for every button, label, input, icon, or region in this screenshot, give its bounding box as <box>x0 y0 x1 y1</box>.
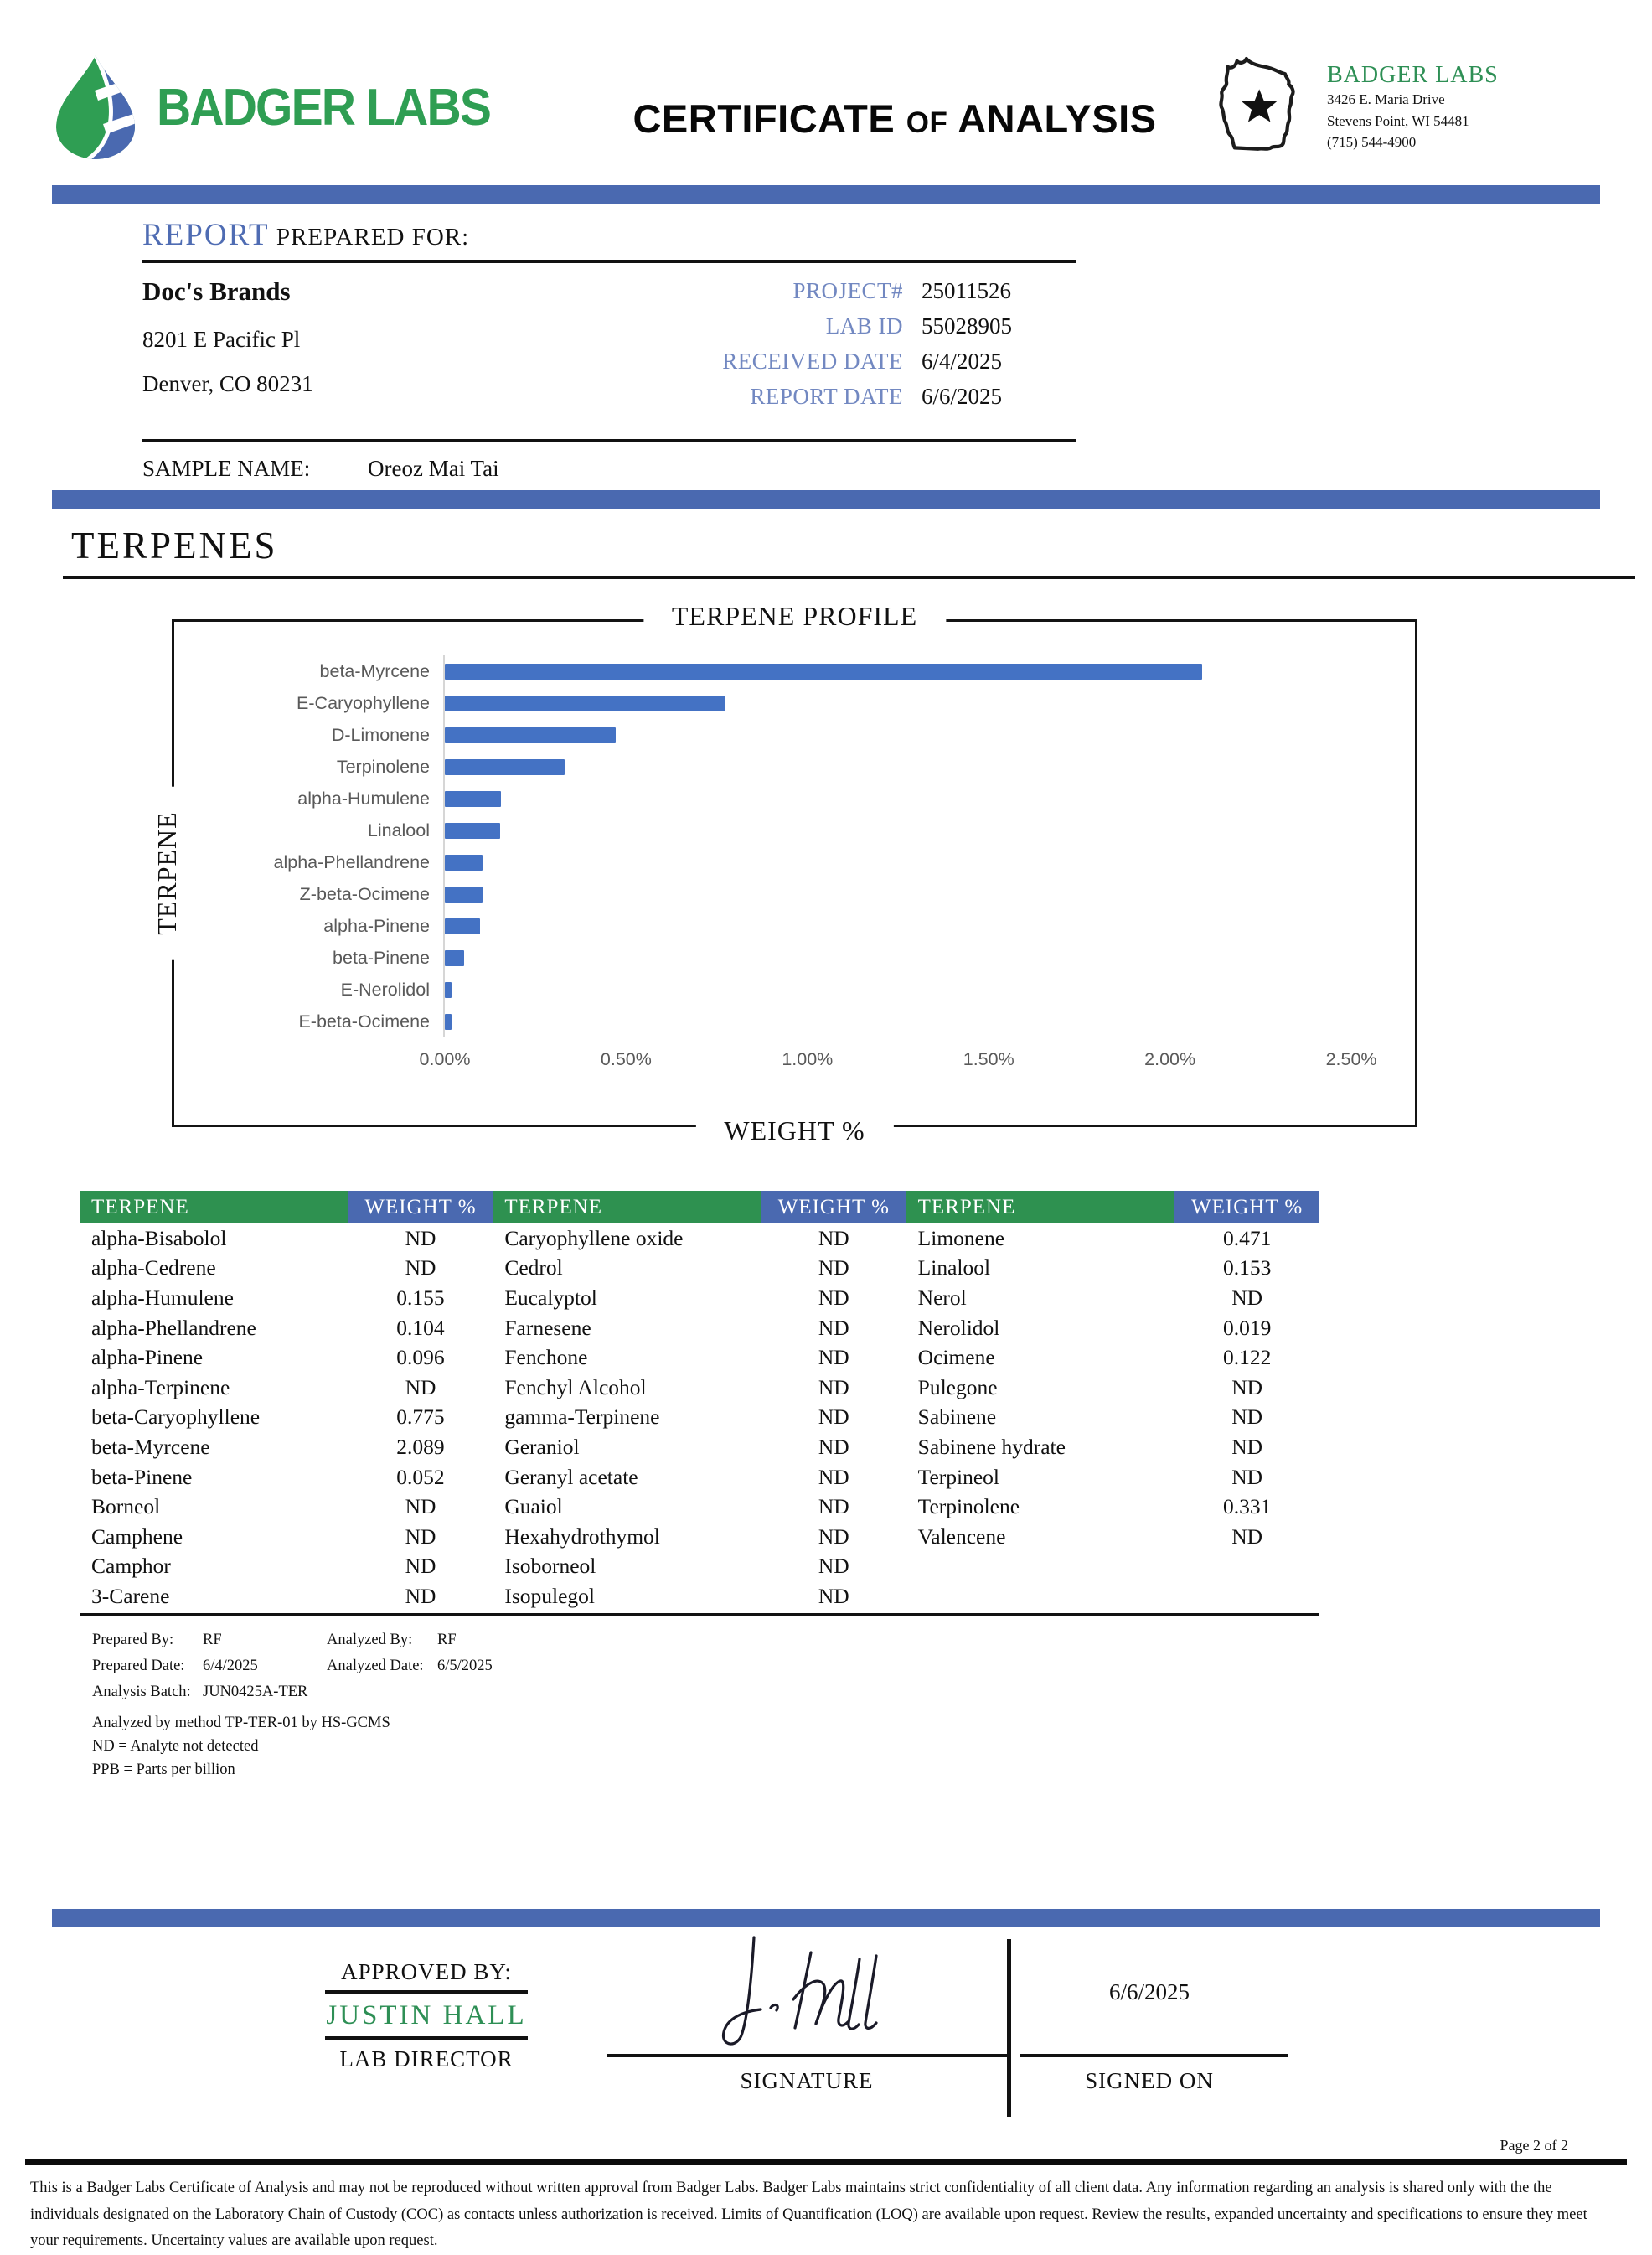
table-row <box>906 1313 1319 1343</box>
meta-note-method: Analyzed by method TP-TER-01 by HS-GCMS <box>92 1714 390 1731</box>
field-project: PROJECT# 25011526 <box>792 278 1011 303</box>
table-row <box>906 1254 1319 1284</box>
terpene-name-cell: Nerol <box>917 1285 967 1310</box>
chart-row <box>189 846 1395 878</box>
terpene-value-cell: ND <box>818 1404 849 1430</box>
chart-row <box>189 655 1395 687</box>
terpene-value-cell: ND <box>818 1434 849 1459</box>
chart-category-label: Z-beta-Ocimene <box>299 883 430 904</box>
chart-box <box>152 601 1417 1146</box>
signed-date: 6/6/2025 <box>1108 1978 1190 2004</box>
chart-bar-track <box>443 974 1395 1006</box>
terpene-name-cell: Pulegone <box>917 1374 998 1399</box>
terpene-value-cell: 0.096 <box>396 1345 445 1370</box>
chart-row <box>189 783 1395 815</box>
terpene-value-cell: ND <box>818 1285 849 1310</box>
report-fields <box>591 277 1076 419</box>
lab-contact-block <box>1203 47 1597 168</box>
chart-bar-track <box>443 815 1395 846</box>
table-row <box>80 1552 493 1582</box>
lab-phone: (715) 544-4900 <box>1327 134 1417 151</box>
terpene-value-cell: ND <box>405 1494 436 1519</box>
terpene-value-cell: ND <box>1231 1523 1263 1549</box>
terpene-name-cell: Camphor <box>91 1554 171 1579</box>
table-row <box>493 1522 906 1552</box>
field-reportdate: REPORT DATE 6/6/2025 <box>750 384 1003 409</box>
table-row <box>493 1492 906 1522</box>
lab-address <box>1327 62 1499 153</box>
table-row <box>493 1342 906 1373</box>
terpene-value-cell: ND <box>1231 1285 1263 1310</box>
approver-name: JUSTIN HALL <box>325 1994 528 2040</box>
table-row <box>493 1223 906 1254</box>
page-number: Page 2 of 2 <box>1500 2136 1568 2154</box>
chart-category-label: E-Nerolidol <box>340 979 430 1000</box>
page-title: CERTIFICATE OF ANALYSIS <box>632 96 1157 141</box>
terpene-name-cell: beta-Caryophyllene <box>91 1404 261 1430</box>
chart-row <box>189 751 1395 783</box>
chart-bar <box>445 664 1202 680</box>
chart-row <box>189 942 1395 974</box>
table-row <box>906 1283 1319 1313</box>
chart-category-label: E-beta-Ocimene <box>298 1011 430 1032</box>
chart-row <box>189 910 1395 942</box>
terpene-name-cell: Valencene <box>917 1523 1006 1549</box>
report-info-section <box>142 217 1076 490</box>
brand-logo <box>46 52 586 163</box>
approval-section <box>325 1939 1652 2117</box>
chart-bar-track <box>443 846 1395 878</box>
table-row <box>80 1223 493 1254</box>
terpene-name-cell: Isopulegol <box>504 1583 595 1608</box>
terpene-name-cell: Guaiol <box>504 1494 563 1519</box>
table-row <box>493 1313 906 1343</box>
table-row <box>80 1522 493 1552</box>
signature-block <box>607 1939 1007 2094</box>
terpene-profile-chart <box>152 601 1417 1146</box>
table-row <box>493 1462 906 1492</box>
table-row <box>80 1254 493 1284</box>
signature-image <box>699 1931 916 2061</box>
chart-tick-label: 1.00% <box>782 1049 834 1069</box>
table-column-group <box>906 1191 1319 1552</box>
terpene-value-cell: 0.775 <box>396 1404 445 1430</box>
terpene-value-cell: 0.155 <box>396 1285 445 1310</box>
terpene-name-cell: alpha-Cedrene <box>91 1255 216 1280</box>
signed-on-label: SIGNED ON <box>1085 2067 1214 2093</box>
lab-name: BADGER LABS <box>1327 62 1499 89</box>
terpene-name-cell: Sabinene <box>917 1404 997 1430</box>
report-heading: REPORT PREPARED FOR: <box>142 217 1076 263</box>
table-header-row <box>80 1191 493 1223</box>
chart-category-label: alpha-Pinene <box>323 915 430 936</box>
terpene-name-cell: Ocimene <box>917 1345 995 1370</box>
chart-tick-label: 2.50% <box>1325 1049 1377 1069</box>
table-row <box>80 1492 493 1522</box>
table-header-terpene: TERPENE <box>80 1191 348 1223</box>
table-row <box>493 1552 906 1582</box>
chart-category-label: beta-Myrcene <box>319 660 430 681</box>
terpene-value-cell: ND <box>405 1523 436 1549</box>
terpene-value-cell: ND <box>1231 1374 1263 1399</box>
terpene-name-cell: Geraniol <box>504 1434 580 1459</box>
table-row <box>493 1283 906 1313</box>
disclaimer-text: This is a Badger Labs Certificate of Analysis and may not be reproduced without written approval from Badger Labs. Badger Labs maintains strict confidentiality of all client data. Any information regarding an analysis is shared only with the the individuals designated on the Laboratory Chain of Custody (COC) as contacts unless authorization is received. Limits of Quantification (LOQ) are available upon request. Review the results, expanded uncertainty and specifications to ensure they meet your requirements. Uncertainty values are available upon request. <box>30 2179 1587 2250</box>
chart-bar <box>445 791 501 807</box>
chart-row <box>189 719 1395 751</box>
chart-x-axis-label: WEIGHT % <box>695 1115 893 1146</box>
terpene-value-cell: ND <box>405 1374 436 1399</box>
footer-rule <box>25 2159 1627 2165</box>
table-row <box>906 1462 1319 1492</box>
chart-row <box>189 687 1395 719</box>
table-row <box>493 1373 906 1403</box>
table-row <box>906 1373 1319 1403</box>
signed-on-block <box>1011 1939 1288 2094</box>
terpene-value-cell: ND <box>818 1464 849 1489</box>
terpene-name-cell: Nerolidol <box>917 1315 1000 1340</box>
terpene-name-cell: Geranyl acetate <box>504 1464 638 1489</box>
terpene-name-cell: Limonene <box>917 1225 1005 1250</box>
terpene-name-cell: alpha-Humulene <box>91 1285 234 1310</box>
chart-bar <box>445 887 483 903</box>
table-header-terpene: TERPENE <box>906 1191 1175 1223</box>
table-row <box>80 1581 493 1611</box>
meta-row-batch: Analysis Batch: JUN0425A-TER <box>92 1683 308 1700</box>
terpene-value-cell: ND <box>818 1345 849 1370</box>
approved-by-label: APPROVED BY: <box>325 1959 528 1994</box>
table-row <box>80 1342 493 1373</box>
chart-bar-track <box>443 719 1395 751</box>
client-name: Doc's Brands <box>142 277 291 306</box>
table-row <box>493 1254 906 1284</box>
terpene-value-cell: ND <box>405 1583 436 1608</box>
table-row <box>493 1581 906 1611</box>
divider-bar-top <box>52 185 1600 204</box>
meta-row-dates: Prepared Date: 6/4/2025 Analyzed Date: 6/5/2025 <box>92 1657 493 1674</box>
table-row <box>80 1283 493 1313</box>
terpene-name-cell: Hexahydrothymol <box>504 1523 660 1549</box>
table-row <box>906 1403 1319 1433</box>
table-header-weight: WEIGHT % <box>1174 1191 1319 1223</box>
table-header-weight: WEIGHT % <box>761 1191 906 1223</box>
terpene-value-cell: ND <box>818 1255 849 1280</box>
terpene-name-cell: Cedrol <box>504 1255 563 1280</box>
terpene-name-cell: Camphene <box>91 1523 183 1549</box>
field-labid: LAB ID 55028905 <box>825 313 1012 339</box>
meta-notes <box>92 1715 1652 1779</box>
lab-address-line2: Stevens Point, WI 54481 <box>1327 112 1469 129</box>
terpene-name-cell: beta-Myrcene <box>91 1434 210 1459</box>
table-row <box>80 1373 493 1403</box>
chart-bar <box>445 1014 452 1030</box>
chart-bar <box>445 727 616 743</box>
chart-bar <box>445 823 500 839</box>
table-column-group <box>493 1191 906 1611</box>
table-row <box>80 1432 493 1462</box>
chart-category-label: alpha-Phellandrene <box>273 851 430 872</box>
terpene-name-cell: alpha-Bisabolol <box>91 1225 227 1250</box>
terpene-value-cell: 0.122 <box>1222 1345 1272 1370</box>
table-column-group <box>80 1191 493 1611</box>
chart-title: TERPENE PROFILE <box>643 601 946 632</box>
chart-tick-label: 0.00% <box>419 1049 471 1069</box>
chart-bar-track <box>443 687 1395 719</box>
divider-bar-approval <box>52 1909 1600 1927</box>
table-header-row <box>493 1191 906 1223</box>
terpene-value-cell: ND <box>818 1315 849 1340</box>
sample-row <box>142 442 1076 490</box>
brand-wordmark: BADGER LABS <box>157 79 491 137</box>
client-block <box>142 277 313 419</box>
meta-note-ppb: PPB = Parts per billion <box>92 1761 235 1778</box>
terpene-name-cell: alpha-Phellandrene <box>91 1315 256 1340</box>
terpene-name-cell: alpha-Terpinene <box>91 1374 230 1399</box>
chart-tick-label: 0.50% <box>600 1049 652 1069</box>
chart-row <box>189 878 1395 910</box>
chart-tick-label: 2.00% <box>1144 1049 1196 1069</box>
chart-row <box>189 1006 1395 1037</box>
chart-bar-track <box>443 878 1395 910</box>
analysis-meta <box>92 1632 1652 1779</box>
terpene-name-cell: Terpineol <box>917 1464 999 1489</box>
table-header-row <box>906 1191 1319 1223</box>
table-row <box>80 1462 493 1492</box>
table-row <box>493 1403 906 1433</box>
meta-note-nd: ND = Analyte not detected <box>92 1737 259 1755</box>
terpene-value-cell: ND <box>1231 1464 1263 1489</box>
terpene-value-cell: 0.104 <box>396 1315 445 1340</box>
chart-bar <box>445 855 483 871</box>
sample-label: SAMPLE NAME: <box>142 456 311 481</box>
terpene-name-cell: beta-Pinene <box>91 1464 193 1489</box>
terpene-name-cell: Farnesene <box>504 1315 591 1340</box>
client-address1: 8201 E Pacific Pl <box>142 327 301 352</box>
chart-category-label: Linalool <box>367 820 430 840</box>
terpene-name-cell: Sabinene hydrate <box>917 1434 1066 1459</box>
terpene-value-cell: ND <box>818 1494 849 1519</box>
chart-tick-label: 1.50% <box>963 1049 1014 1069</box>
signed-on-line <box>1020 2054 1288 2057</box>
terpene-value-cell: 2.089 <box>396 1434 445 1459</box>
chart-ticks <box>419 1049 1395 1078</box>
chart-bar-track <box>443 783 1395 815</box>
table-row <box>906 1492 1319 1522</box>
chart-category-label: alpha-Humulene <box>297 788 430 809</box>
chart-plot <box>189 655 1395 1037</box>
terpene-value-cell: ND <box>818 1523 849 1549</box>
table-row <box>906 1342 1319 1373</box>
report-heading-accent: REPORT <box>142 218 270 252</box>
chart-category-label: beta-Pinene <box>333 947 430 968</box>
terpene-value-cell: ND <box>1231 1434 1263 1459</box>
wisconsin-state-icon <box>1203 47 1320 168</box>
terpene-value-cell: 0.331 <box>1222 1494 1272 1519</box>
chart-bar-track <box>443 942 1395 974</box>
table-row <box>493 1432 906 1462</box>
terpene-value-cell: 0.019 <box>1222 1315 1272 1340</box>
terpene-name-cell: Fenchone <box>504 1345 588 1370</box>
terpene-name-cell: Fenchyl Alcohol <box>504 1374 647 1399</box>
terpene-value-cell: ND <box>405 1225 436 1250</box>
divider-bar-terpenes <box>52 490 1600 509</box>
terpene-name-cell: Eucalyptol <box>504 1285 597 1310</box>
leaf-logo-icon <box>46 52 145 163</box>
table-row <box>80 1313 493 1343</box>
terpene-value-cell: ND <box>818 1374 849 1399</box>
table-row <box>906 1223 1319 1254</box>
chart-bar-track <box>443 1006 1395 1037</box>
table-header-weight: WEIGHT % <box>348 1191 493 1223</box>
chart-bar-track <box>443 751 1395 783</box>
chart-bar <box>445 759 565 775</box>
terpene-name-cell: 3-Carene <box>91 1583 170 1608</box>
field-received: RECEIVED DATE 6/4/2025 <box>722 349 1003 374</box>
chart-category-label: Terpinolene <box>336 756 430 777</box>
sample-name: Oreoz Mai Tai <box>368 456 499 481</box>
terpenes-section-rule <box>63 576 1635 579</box>
table-row <box>80 1403 493 1433</box>
table-header-terpene: TERPENE <box>493 1191 761 1223</box>
terpenes-section-title: TERPENES <box>71 525 278 566</box>
spacer <box>0 1785 1652 1909</box>
chart-row <box>189 815 1395 846</box>
terpene-value-cell: ND <box>818 1583 849 1608</box>
terpene-name-cell: Isoborneol <box>504 1554 596 1579</box>
chart-row <box>189 974 1395 1006</box>
terpene-value-cell: ND <box>405 1255 436 1280</box>
terpene-name-cell: Caryophyllene oxide <box>504 1225 684 1250</box>
terpene-value-cell: ND <box>818 1225 849 1250</box>
terpene-name-cell: Linalool <box>917 1255 991 1280</box>
signature-label: SIGNATURE <box>740 2067 874 2093</box>
terpene-name-cell: alpha-Pinene <box>91 1345 204 1370</box>
chart-category-label: E-Caryophyllene <box>297 692 430 713</box>
approver-title: LAB DIRECTOR <box>339 2046 514 2071</box>
chart-category-label: D-Limonene <box>331 724 430 745</box>
signature-line <box>607 2054 1007 2057</box>
terpene-name-cell: Borneol <box>91 1494 161 1519</box>
report-body <box>142 263 1076 442</box>
chart-bar-track <box>443 910 1395 942</box>
terpene-value-cell: ND <box>1231 1404 1263 1430</box>
terpene-name-cell: Terpinolene <box>917 1494 1020 1519</box>
terpene-value-cell: 0.471 <box>1222 1225 1272 1250</box>
chart-bar <box>445 696 725 711</box>
approver-block <box>325 1939 528 2072</box>
chart-bar <box>445 918 480 934</box>
client-address2: Denver, CO 80231 <box>142 371 313 396</box>
terpene-value-cell: ND <box>818 1554 849 1579</box>
page-header <box>0 0 1652 168</box>
lab-address-line1: 3426 E. Maria Drive <box>1327 91 1445 108</box>
terpene-value-cell: ND <box>405 1554 436 1579</box>
terpene-value-cell: 0.153 <box>1222 1255 1272 1280</box>
chart-bar <box>445 982 452 998</box>
table-row <box>906 1522 1319 1552</box>
chart-y-axis-label: TERPENE <box>152 786 183 959</box>
meta-row-preparedby: Prepared By: RF Analyzed By: RF <box>92 1631 457 1648</box>
terpene-value-cell: 0.052 <box>396 1464 445 1489</box>
chart-bar-track <box>443 655 1395 687</box>
table-row <box>906 1432 1319 1462</box>
terpene-name-cell: gamma-Terpinene <box>504 1404 660 1430</box>
chart-bar <box>445 950 464 966</box>
terpene-results-table <box>80 1191 1319 1616</box>
